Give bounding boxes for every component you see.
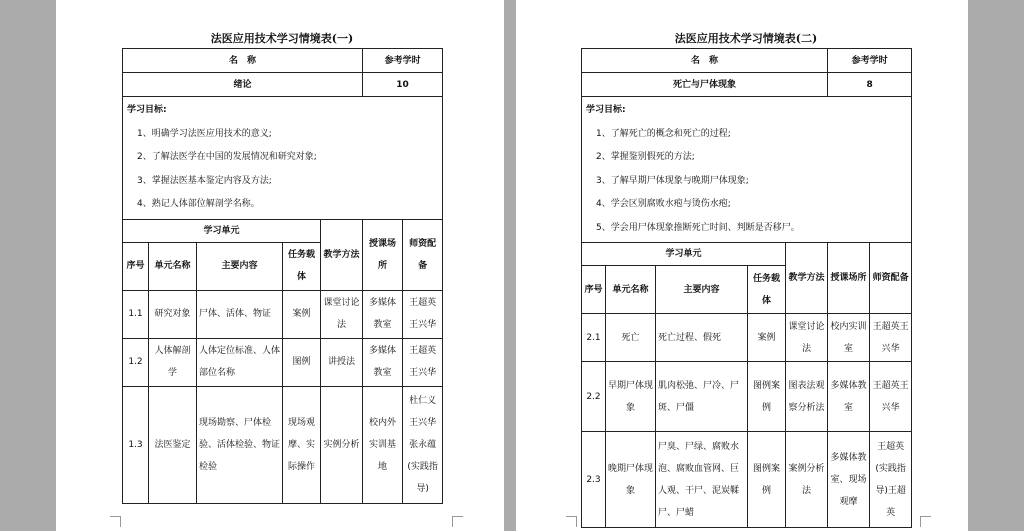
objectives-cell: [582, 97, 912, 243]
objective-item: 2、了解法医学在中国的发展情况和研究对象;: [137, 152, 317, 162]
objectives-title: 学习目标:: [127, 105, 167, 115]
name-header: 名 称: [582, 49, 828, 73]
row-carrier: 案例: [283, 290, 321, 338]
objective-item: 1、明确学习法医应用技术的意义;: [137, 128, 272, 139]
row-carrier: 图例案例: [748, 362, 786, 432]
page-title: 法医应用技术学习情境表(一): [210, 32, 354, 45]
place-header: 授课场所: [828, 243, 870, 314]
row-seq: 2.1: [582, 314, 606, 362]
method-header: 教学方法: [321, 219, 363, 290]
objective-item: 4、熟记人体部位解剖学名称。: [137, 199, 260, 209]
row-teacher: 王超英王兴华: [870, 314, 912, 362]
row-seq: 1.3: [123, 386, 149, 503]
objective-item: 3、掌握法医基本鉴定内容及方法;: [137, 175, 272, 186]
seq-header: 序号: [123, 242, 149, 290]
row-seq: 2.2: [582, 362, 606, 432]
row-seq: 2.3: [582, 432, 606, 528]
objectives-title: 学习目标:: [586, 105, 626, 115]
row-teacher: 杜仁义王兴华张永蕴(实践指导): [403, 386, 443, 503]
document-page-right: [516, 0, 968, 531]
hours-header: 参考学时: [363, 49, 443, 73]
crop-mark: [110, 516, 121, 527]
row-teacher: 王超英(实践指导)王超英: [870, 432, 912, 528]
teacher-header: 师资配备: [403, 219, 443, 290]
row-place: 多媒体教室、现场观摩: [828, 432, 870, 528]
row-unit-name: 晚期尸体现象: [606, 432, 656, 528]
row-place: 多媒体教室: [363, 290, 403, 338]
learning-situation-table: [122, 48, 443, 504]
row-carrier: 案例: [748, 314, 786, 362]
row-place: 校内外实训基地: [363, 386, 403, 503]
row-content: 尸体、活体、物证: [197, 290, 283, 338]
row-carrier: 图例: [283, 338, 321, 386]
table-row: [582, 362, 912, 432]
row-teacher: 王超英王兴华: [403, 338, 443, 386]
row-place: 校内实训室: [828, 314, 870, 362]
learning-situation-table: [581, 48, 912, 528]
crop-mark: [452, 516, 463, 527]
row-seq: 1.2: [123, 338, 149, 386]
unit-name-header: 单元名称: [606, 266, 656, 314]
row-method: 讲授法: [321, 338, 363, 386]
row-method: 课堂讨论法: [786, 314, 828, 362]
group-header: 学习单元: [582, 243, 786, 266]
row-unit-name: 法医鉴定: [149, 386, 197, 503]
unit-hours: 10: [363, 73, 443, 97]
row-unit-name: 早期尸体现象: [606, 362, 656, 432]
row-carrier: 图例案例: [748, 432, 786, 528]
row-content: 人体定位标准、人体部位名称: [197, 338, 283, 386]
row-teacher: 王超英王兴华: [870, 362, 912, 432]
row-content: 肌肉松弛、尸冷、尸斑、尸僵: [656, 362, 748, 432]
row-teacher: 王超英王兴华: [403, 290, 443, 338]
row-method: 实例分析: [321, 386, 363, 503]
unit-name-header: 单元名称: [149, 242, 197, 290]
table-row: [123, 290, 443, 338]
objectives-cell: [123, 97, 443, 220]
method-header: 教学方法: [786, 243, 828, 314]
objective-item: 1、了解死亡的概念和死亡的过程;: [596, 128, 731, 139]
content-header: 主要内容: [656, 266, 748, 314]
table-row: [123, 338, 443, 386]
carrier-header: 任务载体: [283, 242, 321, 290]
row-unit-name: 死亡: [606, 314, 656, 362]
group-header: 学习单元: [123, 219, 321, 242]
objective-item: 2、掌握鉴别假死的方法;: [596, 152, 695, 162]
row-method: 课堂讨论法: [321, 290, 363, 338]
row-method: 图表法观察分析法: [786, 362, 828, 432]
table-row: [582, 432, 912, 528]
row-place: 多媒体教室: [363, 338, 403, 386]
teacher-header: 师资配备: [870, 243, 912, 314]
document-page-left: [56, 0, 504, 531]
seq-header: 序号: [582, 266, 606, 314]
place-header: 授课场所: [363, 219, 403, 290]
row-content: 尸臭、尸绿、腐败水泡、腐败血管网、巨人观、干尸、泥炭鞣尸、尸蜡: [656, 432, 748, 528]
objective-item: 5、学会用尸体现象推断死亡时间、判断是否移尸。: [596, 222, 800, 233]
row-place: 多媒体教室: [828, 362, 870, 432]
objective-item: 4、学会区别腐败水疱与烫伤水疱;: [596, 199, 731, 209]
row-unit-name: 研究对象: [149, 290, 197, 338]
crop-mark: [566, 516, 577, 527]
row-carrier: 现场观摩、实际操作: [283, 386, 321, 503]
row-content: 现场勘察、尸体检验、活体检验、物证检验: [197, 386, 283, 503]
row-content: 死亡过程、假死: [656, 314, 748, 362]
hours-header: 参考学时: [828, 49, 912, 73]
row-method: 案例分析法: [786, 432, 828, 528]
unit-name: 死亡与尸体现象: [582, 73, 828, 97]
carrier-header: 任务载体: [748, 266, 786, 314]
table-row: [582, 314, 912, 362]
unit-name: 绪论: [123, 73, 363, 97]
crop-mark: [920, 516, 931, 527]
table-row: [123, 386, 443, 503]
name-header: 名 称: [123, 49, 363, 73]
row-seq: 1.1: [123, 290, 149, 338]
objective-item: 3、了解早期尸体现象与晚期尸体现象;: [596, 175, 749, 186]
row-unit-name: 人体解剖学: [149, 338, 197, 386]
unit-hours: 8: [828, 73, 912, 97]
content-header: 主要内容: [197, 242, 283, 290]
page-title: 法医应用技术学习情境表(二): [674, 32, 818, 45]
